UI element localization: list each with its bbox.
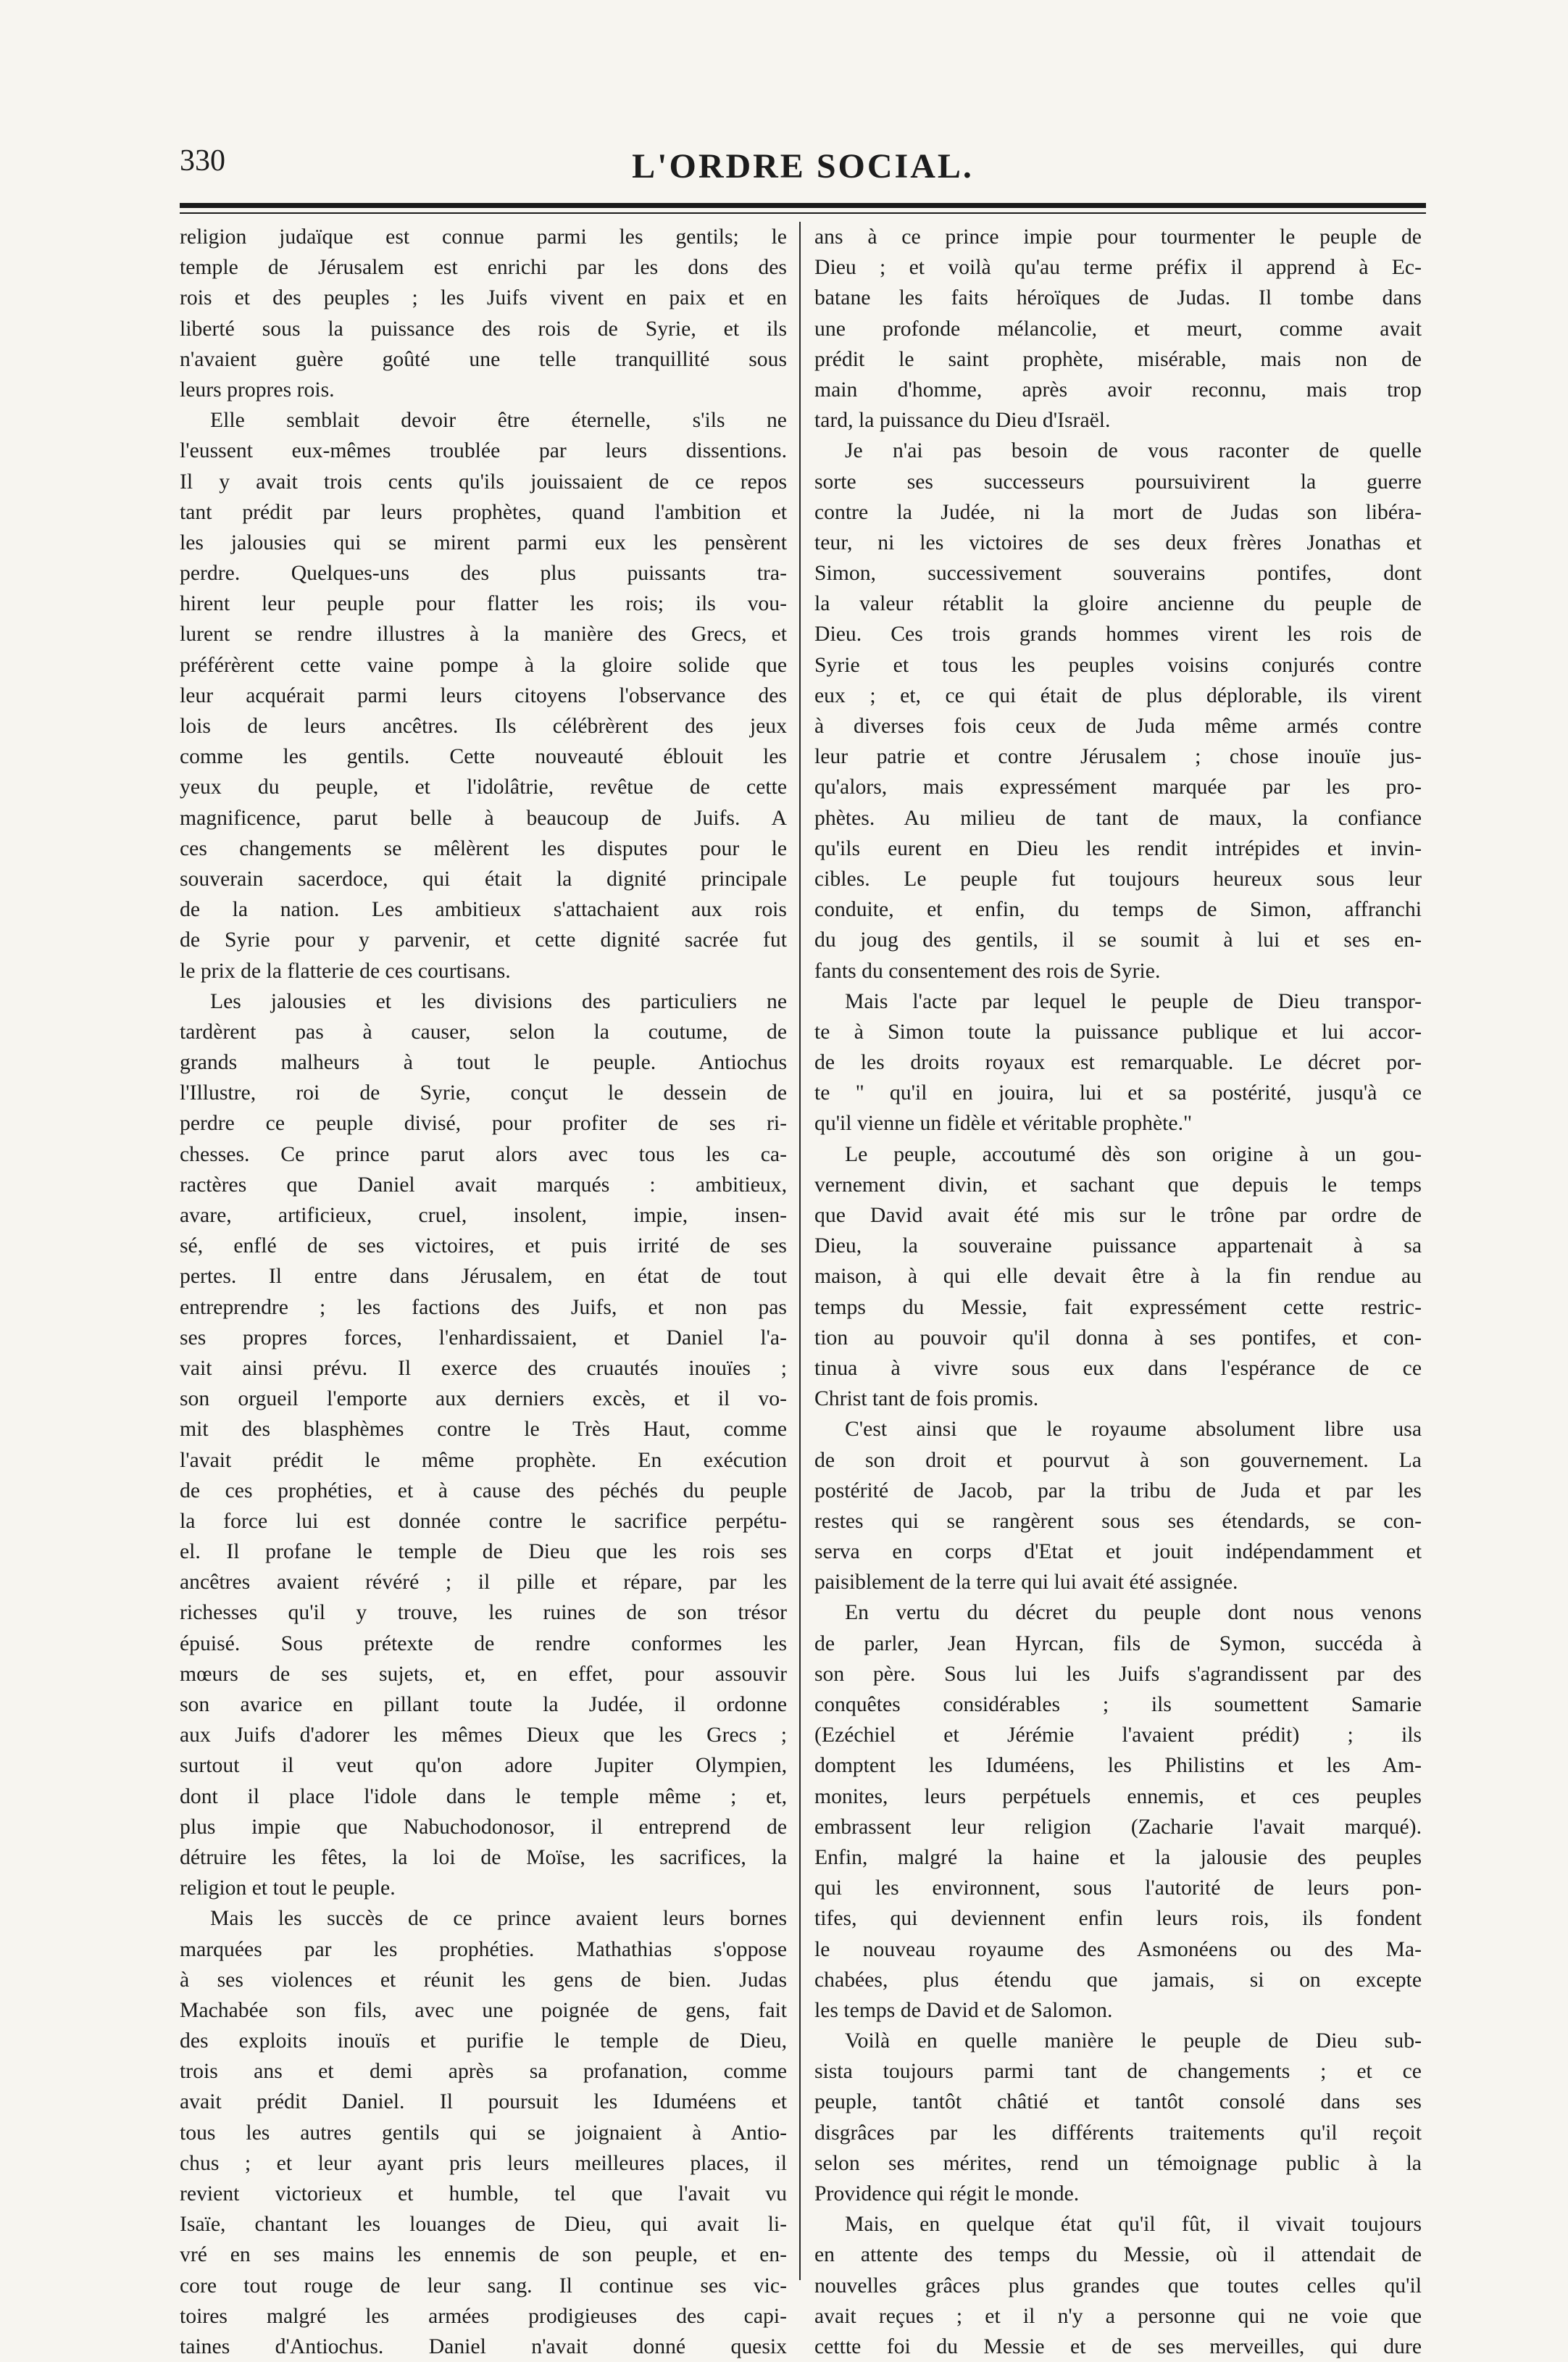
text-line: ancêtres avaient révéré ; il pille et répare, par les [180, 1571, 787, 1594]
text-line: n'avaient guère goûté une telle tranquillité sous [180, 347, 787, 371]
text-line: que David avait été mis sur le trône par ordre de [814, 1204, 1422, 1227]
text-line: nouvelles grâces plus grandes que toutes celles qu'il [814, 2274, 1422, 2297]
text-line: liberté sous la puissance des rois de Syrie, et ils [180, 317, 787, 341]
text-line: cibles. Le peuple fut toujours heureux sous leur [814, 867, 1422, 891]
text-line: en attente des temps du Messie, où il attendait de [814, 2243, 1422, 2267]
page-header [180, 144, 1426, 194]
text-line: batane les faits héroïques de Judas. Il tombe dans [814, 286, 1422, 310]
text-line: taines d'Antiochus. Daniel n'avait donné quesix [180, 2334, 787, 2358]
text-line: vernement divin, et sachant que depuis le temps [814, 1173, 1422, 1197]
text-line: Je n'ai pas besoin de vous raconter de quelle [845, 439, 1422, 463]
text-line: ractères que Daniel avait marqués : ambitieux, [180, 1173, 787, 1197]
text-line: mit des blasphèmes contre le Très Haut, comme [180, 1418, 787, 1442]
text-line: prédit le saint prophète, misérable, mais non de [814, 347, 1422, 371]
text-line: serva en corps d'Etat et jouit indépendamment et [814, 1540, 1422, 1564]
text-line: tardèrent pas à causer, selon la coutume, de [180, 1020, 787, 1044]
text-line: maison, à qui elle devait être à la fin rendue au [814, 1265, 1422, 1289]
text-column-left [180, 222, 787, 2358]
text-line: leur patrie et contre Jérusalem ; chose inouïe jus- [814, 745, 1422, 769]
text-line: épuisé. Sous prétexte de rendre conformes les [180, 1631, 787, 1655]
text-line: Mais les succès de ce prince avaient leurs bornes [210, 1907, 787, 1931]
text-line: Enfin, malgré la haine et la jalousie des peuples [814, 1845, 1422, 1869]
text-line: te " qu'il en jouira, lui et sa postérité, jusqu'à ce [814, 1081, 1422, 1105]
text-line: richesses qu'il y trouve, les ruines de son trésor [180, 1601, 787, 1625]
text-line: l'Illustre, roi de Syrie, conçut le dessein de [180, 1081, 787, 1105]
text-line: tifes, qui deviennent enfin leurs rois, ils fondent [814, 1907, 1422, 1931]
text-line: chesses. Ce prince parut alors avec tous les ca- [180, 1142, 787, 1166]
text-line: de la nation. Les ambitieux s'attachaient aux rois [180, 898, 787, 922]
text-line: tous les autres gentils qui se joignaient à Antio- [180, 2121, 787, 2145]
text-line: selon ses mérites, rend un témoignage public à la [814, 2151, 1422, 2175]
text-line: hirent leur peuple pour flatter les rois; ils vou- [180, 592, 787, 616]
text-line: pertes. Il entre dans Jérusalem, en état de tout [180, 1265, 787, 1289]
text-line: core tout rouge de leur sang. Il continue ses vic- [180, 2274, 787, 2297]
text-line: fants du consentement des rois de Syrie. [814, 959, 1161, 983]
text-line: lois de leurs ancêtres. Ils célébrèrent des jeux [180, 715, 787, 738]
text-line: comme les gentils. Cette nouveauté éblouit les [180, 745, 787, 769]
text-line: leur acquérait parmi leurs citoyens l'observance des [180, 683, 787, 707]
text-line: C'est ainsi que le royaume absolument libre usa [845, 1418, 1422, 1442]
text-line: te à Simon toute la puissance publique et lui accor- [814, 1020, 1422, 1044]
text-line: religion et tout le peuple. [180, 1876, 396, 1900]
text-line: chus ; et leur ayant pris leurs meilleures places, il [180, 2151, 787, 2175]
text-line: tard, la puissance du Dieu d'Israël. [814, 409, 1111, 433]
text-line: Christ tant de fois promis. [814, 1387, 1039, 1411]
text-line: l'eussent eux-mêmes troublée par leurs dissentions. [180, 439, 787, 463]
text-line: entreprendre ; les factions des Juifs, et non pas [180, 1295, 787, 1319]
text-line: cettte foi du Messie et de ses merveilles, qui dure [814, 2334, 1422, 2358]
text-line: contre la Judée, ni la mort de Judas son libéra- [814, 500, 1422, 524]
text-line: qu'il vienne un fidèle et véritable prophète." [814, 1112, 1193, 1136]
text-line: avare, artificieux, cruel, insolent, impie, insen- [180, 1204, 787, 1227]
text-line: avait prédit Daniel. Il poursuit les Iduméens et [180, 2090, 787, 2114]
text-line: avait reçues ; et il n'y a personne qui ne voie que [814, 2304, 1422, 2328]
text-line: perdre. Quelques-uns des plus puissants tra- [180, 562, 787, 586]
text-line: Dieu ; et voilà qu'au terme préfix il apprend à Ec- [814, 256, 1422, 280]
text-line: Les jalousies et les divisions des particuliers ne [210, 989, 787, 1013]
column-divider [799, 222, 801, 2280]
text-line: domptent les Iduméens, les Philistins et les Am- [814, 1754, 1422, 1778]
text-line: préférèrent cette vaine pompe à la gloire solide que [180, 653, 787, 677]
text-line: main d'homme, après avoir reconnu, mais trop [814, 378, 1422, 402]
text-line: de ces prophéties, et à cause des péchés du peuple [180, 1479, 787, 1502]
text-line: la force lui est donnée contre le sacrifice perpétu- [180, 1509, 787, 1533]
text-line: Dieu, la souveraine puissance appartenait à sa [814, 1234, 1422, 1258]
text-line: sorte ses successeurs poursuivirent la guerre [814, 470, 1422, 494]
text-line: sé, enflé de ses victoires, et puis irrité de ses [180, 1234, 787, 1258]
text-line: temps du Messie, fait expressément cette restric- [814, 1295, 1422, 1319]
text-line: détruire les fêtes, la loi de Moïse, les sacrifices, la [180, 1845, 787, 1869]
text-line: Machabée son fils, avec une poignée de gens, fait [180, 1998, 787, 2022]
text-line: peuple, tantôt châtié et tantôt consolé dans ses [814, 2090, 1422, 2114]
text-line: lurent se rendre illustres à la manière des Grecs, et [180, 623, 787, 646]
page-number: 330 [180, 144, 225, 178]
text-line: disgrâces par les différents traitements qu'il reçoit [814, 2121, 1422, 2145]
text-line: revient victorieux et humble, tel que l'avait vu [180, 2182, 787, 2205]
text-line: postérité de Jacob, par la tribu de Juda et par les [814, 1479, 1422, 1502]
text-line: le prix de la flatterie de ces courtisans. [180, 959, 511, 983]
text-line: Simon, successivement souverains pontifes, dont [814, 562, 1422, 586]
text-line: yeux du peuple, et l'idolâtrie, revêtue de cette [180, 775, 787, 799]
text-line: chabées, plus étendu que jamais, si on excepte [814, 1968, 1422, 1992]
text-line: vré en ses mains les ennemis de son peuple, et en- [180, 2243, 787, 2267]
text-line: teur, ni les victoires de ses deux frères Jonathas et [814, 531, 1422, 554]
text-line: phètes. Au milieu de tant de maux, la confiance [814, 806, 1422, 830]
text-line: son père. Sous lui les Juifs s'agrandissent par des [814, 1662, 1422, 1686]
text-line: marquées par les prophéties. Mathathias s'oppose [180, 1937, 787, 1961]
text-line: Il y avait trois cents qu'ils jouissaient de ce repos [180, 470, 787, 494]
header-rule-thin [180, 212, 1426, 214]
text-line: ses propres forces, l'enhardissaient, et Daniel l'a- [180, 1326, 787, 1350]
text-line: religion judaïque est connue parmi les gentils; le [180, 225, 787, 249]
text-line: de parler, Jean Hyrcan, fils de Symon, succéda à [814, 1631, 1422, 1655]
text-line: à ses violences et réunit les gens de bien. Judas [180, 1968, 787, 1992]
text-line: aux Juifs d'adorer les mêmes Dieux que les Grecs ; [180, 1723, 787, 1747]
text-line: monites, leurs perpétuels ennemis, et ces peuples [814, 1784, 1422, 1808]
text-line: dont il place l'idole dans le temple même ; et, [180, 1784, 787, 1808]
text-line: el. Il profane le temple de Dieu que les rois ses [180, 1540, 787, 1564]
text-line: ans à ce prince impie pour tourmenter le peuple de [814, 225, 1422, 249]
text-line: Mais, en quelque état qu'il fût, il vivait toujours [845, 2213, 1422, 2237]
text-line: l'avait prédit le même prophète. En exécution [180, 1448, 787, 1472]
text-line: Elle semblait devoir être éternelle, s'ils ne [210, 409, 787, 433]
text-line: qu'ils eurent en Dieu les rendit intrépides et invin- [814, 836, 1422, 860]
text-line: plus impie que Nabuchodonosor, il entreprend de [180, 1815, 787, 1839]
text-line: Le peuple, accoutumé dès son origine à un gou- [845, 1142, 1422, 1166]
text-line: En vertu du décret du peuple dont nous venons [845, 1601, 1422, 1625]
text-line: Voilà en quelle manière le peuple de Dieu sub- [845, 2029, 1422, 2053]
text-line: embrassent leur religion (Zacharie l'avait marqué). [814, 1815, 1422, 1839]
text-line: de les droits royaux est remarquable. Le décret por- [814, 1051, 1422, 1075]
text-line: à diverses fois ceux de Juda même armés contre [814, 715, 1422, 738]
text-line: (Ezéchiel et Jérémie l'avaient prédit) ; ils [814, 1723, 1422, 1747]
text-line: restes qui se rangèrent sous ses étendards, se con- [814, 1509, 1422, 1533]
text-line: magnificence, parut belle à beaucoup de Juifs. A [180, 806, 787, 830]
text-line: son orgueil l'emporte aux derniers excès, et il vo- [180, 1387, 787, 1411]
text-line: tinua à vivre sous eux dans l'espérance de ce [814, 1356, 1422, 1380]
text-line: la valeur rétablit la gloire ancienne du peuple de [814, 592, 1422, 616]
text-line: qu'alors, mais expressément marquée par les pro- [814, 775, 1422, 799]
journal-title: L'ORDRE SOCIAL. [632, 147, 974, 186]
text-line: sista toujours parmi tant de changements ; et ce [814, 2060, 1422, 2084]
text-line: qui les environnent, sous l'autorité de leurs pon- [814, 1876, 1422, 1900]
text-line: leurs propres rois. [180, 378, 335, 402]
text-line: une profonde mélancolie, et meurt, comme avait [814, 317, 1422, 341]
text-line: Dieu. Ces trois grands hommes virent les rois de [814, 623, 1422, 646]
text-line: perdre ce peuple divisé, pour profiter de ses ri- [180, 1112, 787, 1136]
text-line: Isaïe, chantant les louanges de Dieu, qui avait li- [180, 2213, 787, 2237]
text-line: Syrie et tous les peuples voisins conjurés contre [814, 653, 1422, 677]
text-line: tion au pouvoir qu'il donna à ses pontifes, et con- [814, 1326, 1422, 1350]
text-line: trois ans et demi après sa profanation, comme [180, 2060, 787, 2084]
text-line: rois et des peuples ; les Juifs vivent en paix et en [180, 286, 787, 310]
text-column-right [814, 222, 1422, 2358]
text-line: Mais l'acte par lequel le peuple de Dieu transpor- [845, 989, 1422, 1013]
text-line: paisiblement de la terre qui lui avait été assignée. [814, 1571, 1238, 1594]
text-line: temple de Jérusalem est enrichi par les dons des [180, 256, 787, 280]
text-line: des exploits inouïs et purifie le temple de Dieu, [180, 2029, 787, 2053]
text-line: son avarice en pillant toute la Judée, il ordonne [180, 1693, 787, 1716]
text-line: conquêtes considérables ; ils soumettent Samarie [814, 1693, 1422, 1716]
text-line: les jalousies qui se mirent parmi eux les pensèrent [180, 531, 787, 554]
text-line: vait ainsi prévu. Il exerce des cruautés inouïes ; [180, 1356, 787, 1380]
text-line: souverain sacerdoce, qui était la dignité principale [180, 867, 787, 891]
text-line: de son droit et pourvut à son gouvernement. La [814, 1448, 1422, 1472]
text-line: les temps de David et de Salomon. [814, 1998, 1113, 2022]
text-line: Providence qui régit le monde. [814, 2182, 1080, 2205]
text-line: mœurs de ses sujets, et, en effet, pour assouvir [180, 1662, 787, 1686]
text-line: du joug des gentils, il se soumit à lui et ses en- [814, 928, 1422, 952]
header-rule-thick [180, 203, 1426, 208]
text-line: surtout il veut qu'on adore Jupiter Olympien, [180, 1754, 787, 1778]
text-line: tant prédit par leurs prophètes, quand l'ambition et [180, 500, 787, 524]
text-line: toires malgré les armées prodigieuses des capi- [180, 2304, 787, 2328]
text-line: grands malheurs à tout le peuple. Antiochus [180, 1051, 787, 1075]
text-line: de Syrie pour y parvenir, et cette dignité sacrée fut [180, 928, 787, 952]
text-line: conduite, et enfin, du temps de Simon, affranchi [814, 898, 1422, 922]
text-line: eux ; et, ce qui était de plus déplorable, ils virent [814, 683, 1422, 707]
text-line: le nouveau royaume des Asmonéens ou des Ma- [814, 1937, 1422, 1961]
text-line: ces changements se mêlèrent les disputes pour le [180, 836, 787, 860]
